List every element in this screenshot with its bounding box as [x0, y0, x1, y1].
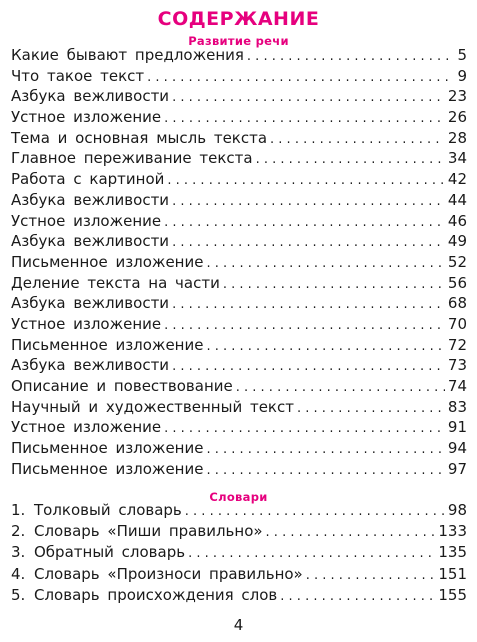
leader-dots	[172, 88, 445, 109]
toc-entry-page: 23	[447, 87, 467, 106]
toc-section-speech	[11, 45, 467, 479]
toc-entry-title: Обратный словарь	[34, 543, 186, 562]
toc-entry	[11, 66, 467, 87]
toc-entry-number: 2.	[11, 522, 26, 541]
toc-entry	[11, 521, 467, 542]
toc-entry	[11, 211, 467, 232]
leader-dots	[280, 586, 435, 607]
toc-entry-number: 4.	[11, 564, 26, 583]
toc-entry	[11, 293, 467, 314]
page-title: СОДЕРЖАНИЕ	[157, 8, 320, 30]
leader-dots	[206, 337, 444, 358]
leader-dots	[147, 68, 454, 89]
toc-entry-page: 94	[447, 439, 467, 458]
toc-entry-page: 73	[447, 356, 467, 375]
leader-dots	[172, 295, 445, 316]
toc-entry	[11, 355, 467, 376]
toc-entry-title: Тема и основная мысль текста	[11, 128, 268, 147]
toc-entry	[11, 500, 467, 521]
toc-entry-page: 52	[447, 252, 467, 271]
toc-entry-page: 68	[447, 294, 467, 313]
toc-entry	[11, 438, 467, 459]
toc-entry	[11, 335, 467, 356]
leader-dots	[247, 47, 455, 68]
toc-entry-title: Азбука вежливости	[11, 87, 170, 106]
leader-dots	[185, 501, 445, 522]
leader-dots	[206, 461, 444, 482]
toc-entry-title: Письменное изложение	[11, 459, 204, 478]
toc-entry-title: Деление текста на части	[11, 273, 220, 292]
toc-entry-number: 1.	[11, 501, 26, 519]
toc-section-dictionaries	[11, 500, 467, 606]
toc-entry-title: Письменное изложение	[11, 439, 204, 458]
toc-entry	[11, 314, 467, 335]
toc-entry-title: Письменное изложение	[11, 252, 204, 271]
toc-entry	[11, 107, 467, 128]
leader-dots	[172, 192, 445, 213]
leader-dots	[236, 378, 445, 399]
toc-entry-page: 155	[438, 585, 467, 604]
leader-dots	[167, 171, 445, 192]
toc-entry	[11, 376, 467, 397]
toc-entry-page: 97	[447, 459, 467, 478]
leader-dots	[270, 130, 445, 151]
toc-entry	[11, 585, 467, 606]
toc-entry-page: 34	[447, 149, 467, 168]
leader-dots	[206, 254, 444, 275]
toc-entry-title: Словарь «Пиши правильно»	[34, 522, 263, 541]
toc-entry-title: Устное изложение	[11, 314, 162, 333]
toc-entry	[11, 273, 467, 294]
toc-entry-title: Главное переживание текста	[11, 149, 253, 168]
toc-entry	[11, 542, 467, 563]
toc-entry-page: 56	[447, 273, 467, 292]
leader-dots	[172, 357, 445, 378]
toc-entry-title: Толковый словарь	[34, 501, 182, 519]
section-heading-speech-development: Развитие речи	[188, 34, 289, 48]
section-heading-dictionaries: Словари	[209, 490, 268, 504]
toc-entry-page: 72	[447, 335, 467, 354]
toc-entry-title: Устное изложение	[11, 211, 162, 230]
toc-entry-page: 151	[438, 564, 467, 583]
toc-entry	[11, 397, 467, 418]
leader-dots	[188, 543, 435, 564]
toc-entry-page: 83	[447, 397, 467, 416]
toc-entry-title: Письменное изложение	[11, 335, 204, 354]
toc-entry-title: Описание и повествование	[11, 377, 233, 395]
toc-entry-title: Научный и художественный текст	[11, 397, 294, 416]
toc-entry-page: 42	[447, 170, 467, 189]
leader-dots	[172, 233, 445, 254]
leader-dots	[164, 109, 445, 130]
leader-dots	[297, 399, 445, 420]
toc-entry-page: 28	[447, 128, 467, 147]
leader-dots	[266, 522, 436, 543]
toc-entry-title: Азбука вежливости	[11, 356, 170, 375]
toc-entry-page: 46	[447, 211, 467, 230]
toc-entry	[11, 417, 467, 438]
toc-entry	[11, 190, 467, 211]
toc-entry-page: 91	[447, 418, 467, 437]
toc-entry	[11, 564, 467, 585]
toc-entry	[11, 45, 467, 66]
leader-dots	[164, 213, 445, 234]
toc-entry-page: 70	[447, 314, 467, 333]
toc-entry-page: 133	[438, 522, 467, 541]
toc-entry-title: Азбука вежливости	[11, 232, 170, 251]
toc-entry-page: 5	[457, 46, 467, 64]
toc-entry-title: Что такое текст	[11, 66, 145, 85]
leader-dots	[306, 565, 436, 586]
toc-entry-number: 3.	[11, 543, 26, 562]
toc-entry-page: 74	[447, 377, 467, 395]
toc-entry	[11, 148, 467, 169]
toc-entry-page: 98	[447, 501, 467, 519]
toc-entry	[11, 459, 467, 480]
toc-entry-title: Словарь «Произноси правильно»	[34, 564, 303, 583]
toc-entry-title: Азбука вежливости	[11, 294, 170, 313]
toc-entry-title: Устное изложение	[11, 108, 162, 127]
leader-dots	[164, 316, 445, 337]
toc-entry-title: Какие бывают предложения	[11, 46, 244, 64]
toc-entry-page: 135	[438, 543, 467, 562]
toc-entry-page: 44	[447, 190, 467, 209]
toc-entry-title: Словарь происхождения слов	[34, 585, 278, 604]
toc-entry	[11, 169, 467, 190]
toc-entry	[11, 128, 467, 149]
toc-entry	[11, 231, 467, 252]
page-number: 4	[233, 616, 244, 634]
leader-dots	[223, 275, 445, 296]
toc-entry-page: 49	[447, 232, 467, 251]
toc-entry-title: Работа с картиной	[11, 170, 165, 189]
toc-entry-title: Азбука вежливости	[11, 190, 170, 209]
toc-entry-number: 5.	[11, 585, 26, 604]
toc-entry	[11, 86, 467, 107]
toc-entry-page: 26	[447, 108, 467, 127]
toc-entry-title: Устное изложение	[11, 418, 162, 437]
toc-entry	[11, 252, 467, 273]
leader-dots	[164, 419, 445, 440]
leader-dots	[206, 440, 444, 461]
toc-entry-page: 9	[457, 66, 467, 85]
leader-dots	[256, 150, 445, 171]
